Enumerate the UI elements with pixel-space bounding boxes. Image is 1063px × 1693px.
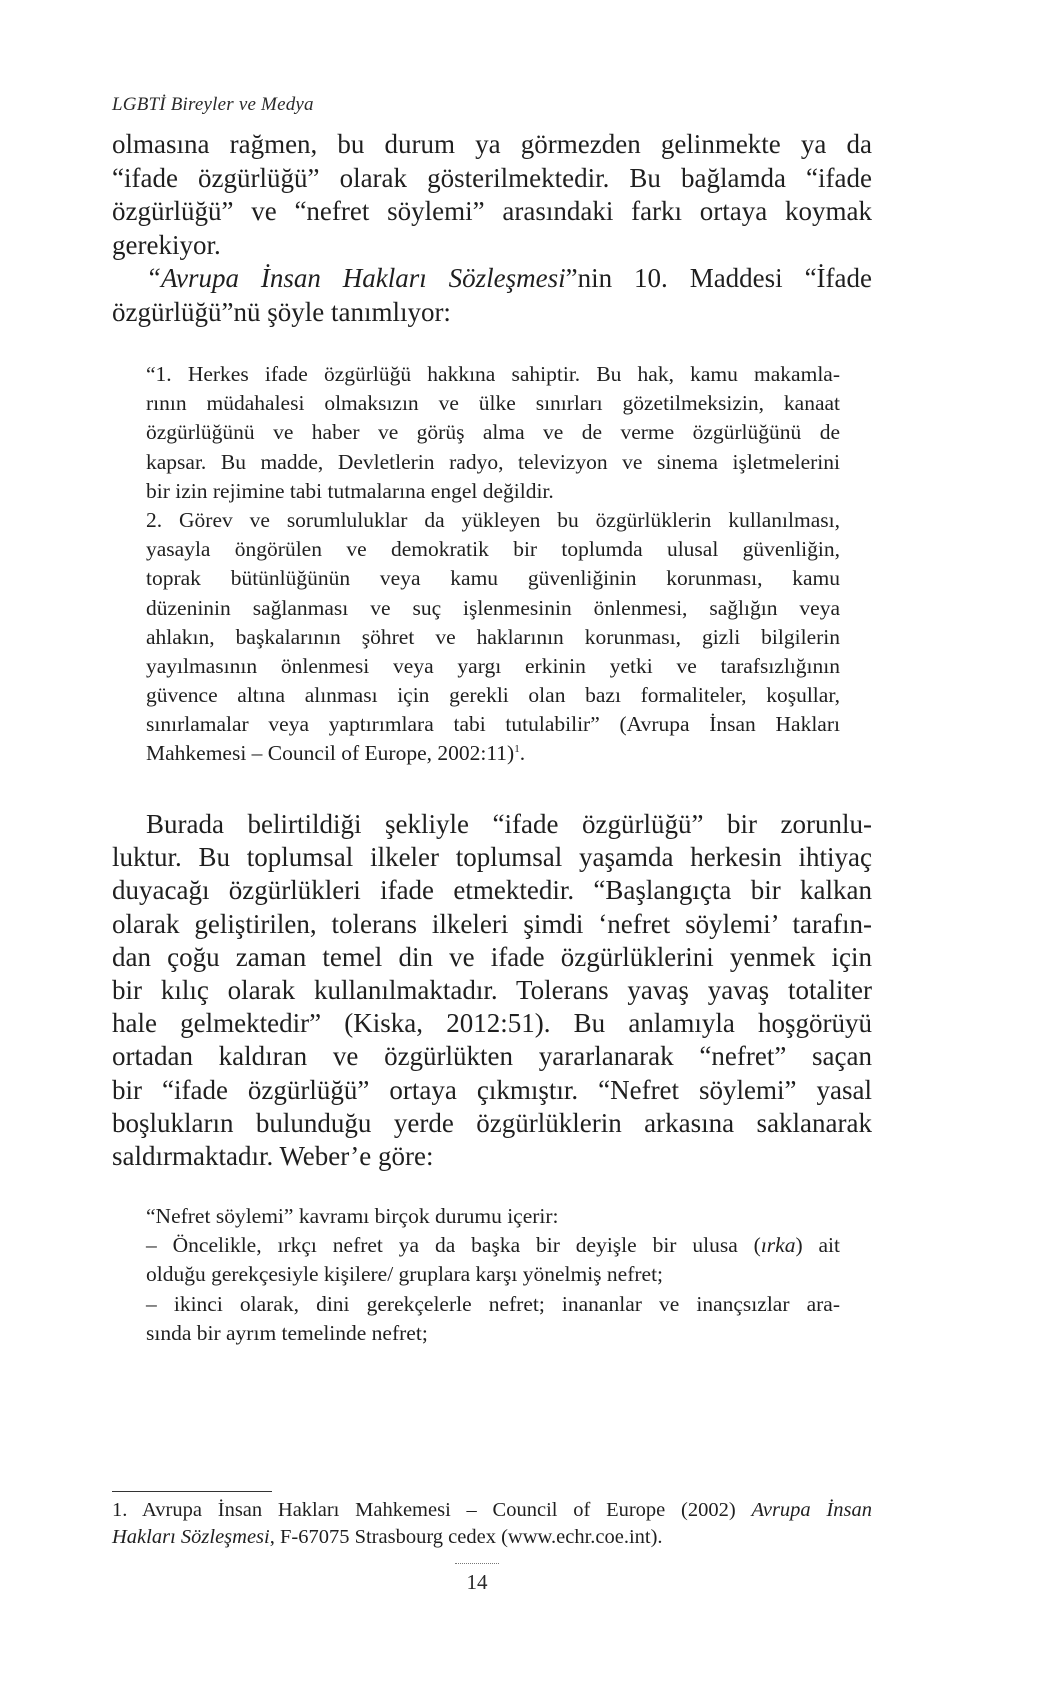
quote-line: [146, 1231, 840, 1260]
quote-line: kapsar. Bu madde, Devletlerin radyo, televizyon ve sinema işletmelerini: [146, 449, 840, 474]
text-line: ortadan kaldıran ve özgürlükten yararlanarak “nefret” saçan: [112, 1041, 872, 1072]
text-line: özgürlüğü”nü şöyle tanımlıyor:: [112, 296, 451, 327]
paragraph-3: [112, 808, 872, 1173]
text-line: boşlukların bulunduğu yerde özgürlüklerin arkasına saklanarak: [112, 1107, 872, 1138]
quote-line: rının müdahalesi olmaksızın ve ülke sınırları gözetilmeksizin, kanaat: [146, 391, 840, 416]
text-span: Mahkemesi – Council of Europe, 2002:11): [146, 741, 515, 766]
text-line: bir kılıç olarak kullanılmaktadır. Tolerans yavaş yavaş totaliter: [112, 974, 872, 1005]
text-line: bir “ifade özgürlüğü” ortaya çıkmıştır. “Nefret söylemi” yasal: [112, 1074, 872, 1105]
quote-line: 2. Görev ve sorumluluklar da yükleyen bu özgürlüklerin kullanılması,: [146, 507, 840, 532]
paragraph-2: [112, 262, 872, 329]
footnote-line: [112, 1497, 872, 1524]
text-line: saldırmaktadır. Weber’e göre:: [112, 1140, 434, 1171]
text-line: olmasına rağmen, bu durum ya görmezden gelinmekte ya da: [112, 129, 872, 159]
text-line: dan çoğu zaman temel din ve ifade özgürlüklerini yenmek için: [112, 941, 872, 972]
italic-term: ırka: [760, 1233, 796, 1258]
page-number: 14: [466, 1570, 488, 1594]
quote-line: güvence altına alınması için gerekli olan bazı formaliteler, koşullar,: [146, 683, 840, 708]
text-span: ”nin 10. Maddesi “İfade: [565, 263, 872, 293]
footnote-line: [112, 1524, 872, 1551]
paragraph-1: [112, 128, 872, 262]
quote-line: yasayla öngörülen ve demokratik bir toplumda ulusal güvenliğin,: [146, 537, 840, 562]
text-span: Avrupa İnsan Hakları Mahkemesi – Council of Europe (2002): [142, 1499, 752, 1521]
text-line: özgürlüğü” ve “nefret söylemi” arasındaki farkı ortaya koymak: [112, 196, 872, 226]
block-quote-article-10: [146, 360, 840, 769]
italic-title: Avrupa İnsan: [751, 1499, 872, 1521]
text-line: duyacağı özgürlükleri ifade etmektedir. “Başlangıçta bir kalkan: [112, 875, 872, 906]
quote-line: sınırlamalar veya yaptırımlara tabi tutulabilir” (Avrupa İnsan Hakları: [146, 712, 840, 737]
text-span: ) ait: [795, 1233, 840, 1258]
italic-title: Hakları Sözleşmesi: [112, 1526, 270, 1548]
text-line: hale gelmektedir” (Kiska, 2012:51). Bu anlamıyla hoşgörüyü: [112, 1008, 872, 1039]
convention-title: “Avrupa İnsan Hakları Sözleşmesi: [146, 263, 566, 293]
quote-line: düzeninin sağlanması ve suç işlenmesinin önlenmesi, sağlığın veya: [146, 595, 840, 620]
text-line: gerekiyor.: [112, 229, 221, 260]
quote-line: “Nefret söylemi” kavramı birçok durumu içerir:: [146, 1204, 559, 1228]
quote-line: olduğu gerekçesiyle kişilere/ gruplara karşı yönelmiş nefret;: [146, 1262, 664, 1287]
quote-line: [146, 739, 840, 768]
quote-line: bir izin rejimine tabi tutmalarına engel değildir.: [146, 478, 554, 503]
text-line: luktur. Bu toplumsal ilkeler toplumsal yaşamda herkesin ihtiyaç: [112, 842, 872, 873]
quote-line: toprak bütünlüğünün veya kamu güvenliğinin korunması, kamu: [146, 566, 840, 591]
text-line: olarak geliştirilen, tolerans ilkeleri şimdi ‘nefret söylemi’ tarafın-: [112, 908, 872, 939]
quote-line: – ikinci olarak, dini gerekçelerle nefret; inananlar ve inançsızlar ara-: [146, 1291, 840, 1316]
footnote-number: 1.: [112, 1499, 128, 1521]
footnote-separator: [112, 1491, 272, 1492]
block-quote-weber: [146, 1202, 840, 1348]
quote-line: ahlakın, başkalarının şöhret ve haklarının korunması, gizli bilgilerin: [146, 624, 840, 649]
text-line: [112, 262, 872, 296]
quote-line: “1. Herkes ifade özgürlüğü hakkına sahiptir. Bu hak, kamu makamla-: [146, 362, 840, 386]
quote-line: yayılmasının önlenmesi veya yargı erkinin yetki ve tarafsızlığının: [146, 653, 840, 678]
quote-line: sında bir ayrım temelinde nefret;: [146, 1320, 428, 1345]
page-number-rule: [455, 1563, 499, 1564]
text-line: “ifade özgürlüğü” olarak gösterilmektedir. Bu bağlamda “ifade: [112, 162, 872, 193]
text-span: – Öncelikle, ırkçı nefret ya da başka bir deyişle bir ulusa (: [146, 1233, 761, 1258]
footnotes: [112, 1497, 872, 1551]
running-head: LGBTİ Bireyler ve Medya: [112, 94, 314, 115]
text-span: .: [519, 741, 526, 766]
text-span: , F-67075 Strasbourg cedex (www.echr.coe.int).: [269, 1526, 663, 1548]
footnote-reference[interactable]: 1: [514, 743, 520, 756]
quote-line: özgürlüğünü ve haber ve görüş alma ve de verme özgürlüğünü de: [146, 420, 840, 445]
text-line: Burada belirtildiği şekliyle “ifade özgürlüğü” bir zorunlu-: [146, 809, 872, 839]
